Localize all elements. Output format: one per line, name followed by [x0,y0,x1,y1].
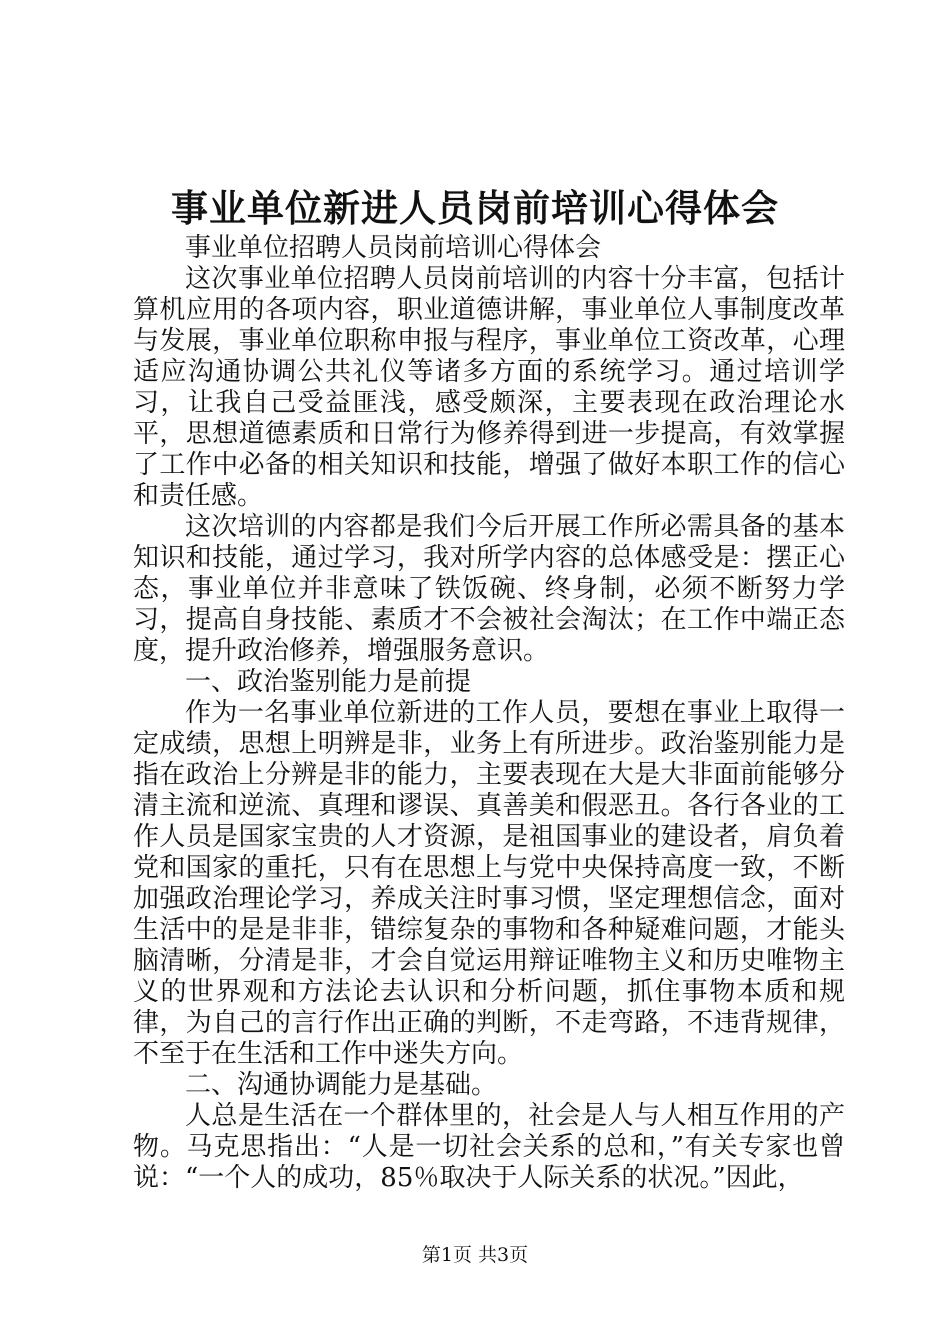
section-heading: 二、沟通协调能力是基础。 [185,1070,498,1100]
page-number-footer: 第1页 共3页 [421,1244,529,1266]
body-paragraph: 这次培训的内容都是我们今后开展工作所必需具备的基本知识和技能，通过学习，我对所学内容的总体感受是：摆正心态，事业单位并非意味了铁饭碗、终身制，必须不断努力学习，提高自身技能、素质才不会被社会淘汰；在工作中端正态度，提升政治修养，增强服务意识。 [133,512,845,666]
document-body [133,233,845,1194]
body-paragraph: 作为一名事业单位新进的工作人员，要想在事业上取得一定成绩，思想上明辨是非，业务上有所进步。政治鉴别能力是指在政治上分辨是非的能力，主要表现在大是大非面前能够分清主流和逆流、真理和谬误、真善美和假恶丑。各行各业的工作人员是国家宝贵的人才资源，是祖国事业的建设者，肩负着党和国家的重托，只有在思想上与党中央保持高度一致，不断加强政治理论学习，养成关注时事习惯，坚定理想信念，面对生活中的是是非非，错综复杂的事物和各种疑难问题，才能头脑清晰，分清是非，才会自觉运用辩证唯物主义和历史唯物主义的世界观和方法论去认识和分析问题，抓住事物本质和规律，为自己的言行作出正确的判断，不走弯路，不违背规律，不至于在生活和工作中迷失方向。 [133,698,845,1069]
body-paragraph: 人总是生活在一个群体里的，社会是人与人相互作用的产物。马克思指出：“人是一切社会关系的总和，”有关专家也曾说：“一个人的成功，85％取决于人际关系的状况。”因此， [133,1101,845,1193]
subtitle-paragraph: 事业单位招聘人员岗前培训心得体会 [185,233,602,263]
body-paragraph: 这次事业单位招聘人员岗前培训的内容十分丰富，包括计算机应用的各项内容，职业道德讲解，事业单位人事制度改革与发展，事业单位职称申报与程序，事业单位工资改革，心理适应沟通协调公共礼仪等诸多方面的系统学习。通过培训学习，让我自己受益匪浅，感受颇深，主要表现在政治理论水平，思想道德素质和日常行为修养得到进一步提高，有效掌握了工作中必备的相关知识和技能，增强了做好本职工作的信心和责任感。 [133,264,845,511]
section-heading: 一、政治鉴别能力是前提 [185,667,472,697]
document-title: 事业单位新进人员岗前培训心得体会 [171,186,779,230]
